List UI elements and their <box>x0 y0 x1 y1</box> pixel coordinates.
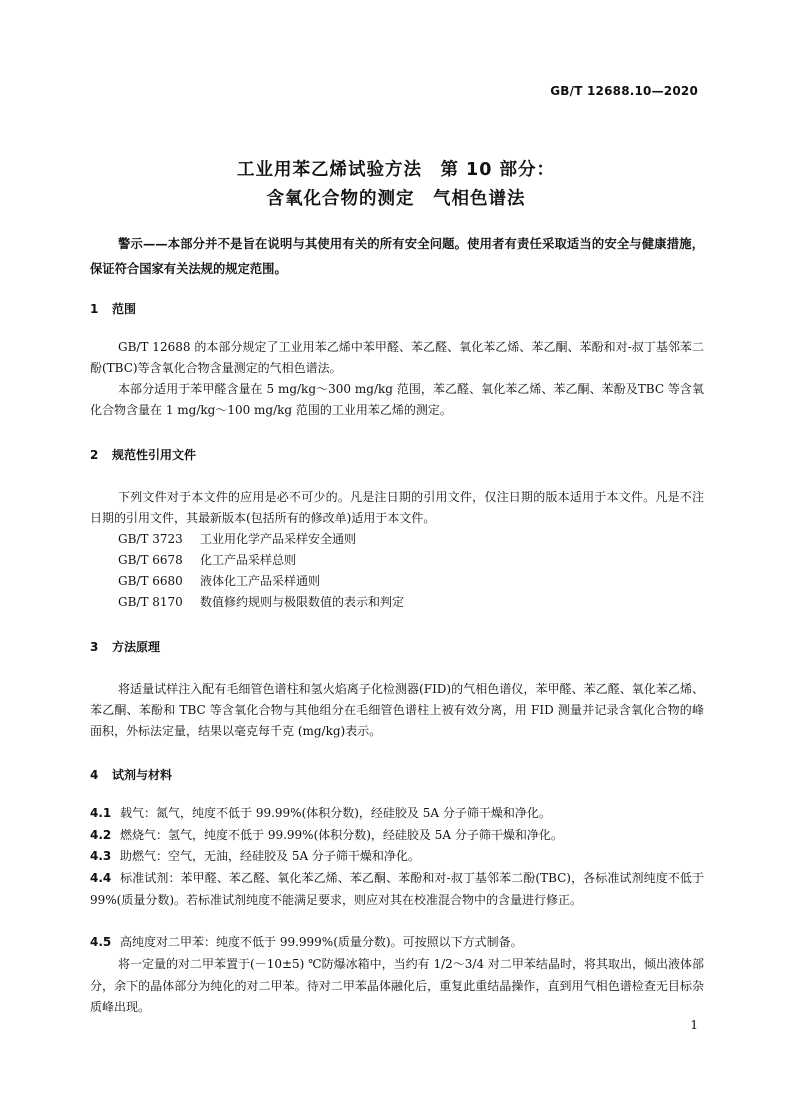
scope-paragraph-1: GB/T 12688 的本部分规定了工业用苯乙烯中苯甲醛、苯乙醛、氧化苯乙烯、苯乙酮、苯酚和对-叔丁基邻苯二酚(TBC)等含氧化合物含量测定的气相色谱法。 <box>90 340 704 375</box>
reagent-item <box>90 932 704 954</box>
section-number: 2 <box>90 448 99 462</box>
reference-item <box>118 529 404 550</box>
item-number: 4.1 <box>90 806 112 820</box>
item-text: 高纯度对二甲苯：纯度不低于 99.999%(质量分数)。可按照以下方式制备。 <box>120 935 523 949</box>
reagent-item <box>90 868 704 911</box>
section-title: 范围 <box>112 302 137 316</box>
references-intro: 下列文件对于本文件的应用是必不可少的。凡是注日期的引用文件，仅注日期的版本适用于本文件。凡是不注日期的引用文件，其最新版本(包括所有的修改单)适用于本文件。 <box>90 490 704 525</box>
purification-paragraph: 将一定量的对二甲苯置于(－10±5) ℃防爆冰箱中，当约有 1/2～3/4 对二甲苯结晶时，将其取出，倾出液体部分，余下的晶体部分为纯化的对二甲苯。待对二甲苯晶体融化后，重复此重结晶操作，直到用气相色谱检查无目标杂质峰出现。 <box>90 957 704 1014</box>
standard-code: GB/T 12688.10—2020 <box>550 84 698 98</box>
item-number: 4.3 <box>90 849 112 863</box>
item-number: 4.4 <box>90 871 112 885</box>
item-text: 载气：氮气，纯度不低于 99.99%(体积分数)，经硅胶及 5A 分子筛干燥和净化。 <box>120 806 551 820</box>
page-number: 1 <box>690 1018 698 1032</box>
reagent-item <box>90 825 704 847</box>
section-title: 方法原理 <box>112 640 161 654</box>
reference-code: GB/T 8170 <box>118 595 183 609</box>
reference-code: GB/T 6680 <box>118 574 183 588</box>
safety-warning: 警示——本部分并不是旨在说明与其使用有关的所有安全问题。使用者有责任采取适当的安全与健康措施，保证符合国家有关法规的规定范围。 <box>90 237 704 276</box>
section-heading-normative-references <box>90 446 196 463</box>
reference-item <box>118 592 404 613</box>
section-number: 4 <box>90 768 99 782</box>
section-number: 3 <box>90 640 99 654</box>
item-number: 4.2 <box>90 828 112 842</box>
reference-title: 工业用化学产品采样安全通则 <box>200 532 357 546</box>
scope-paragraph-2: 本部分适用于苯甲醛含量在 5 mg/kg～300 mg/kg 范围，苯乙醛、氧化苯乙烯、苯乙酮、苯酚及TBC 等含氧化合物含量在 1 mg/kg～100 mg/kg 范围的工业用苯乙烯的测定。 <box>90 382 704 417</box>
item-text: 燃烧气：氢气，纯度不低于 99.99%(体积分数)，经硅胶及 5A 分子筛干燥和净化。 <box>120 828 563 842</box>
section-title: 规范性引用文件 <box>112 448 197 462</box>
reference-title: 化工产品采样总则 <box>200 553 297 567</box>
reagent-item <box>90 803 704 825</box>
reference-list <box>118 529 404 613</box>
section-heading-principle <box>90 638 160 655</box>
reagent-item <box>90 846 704 868</box>
section-title: 试剂与材料 <box>112 768 173 782</box>
item-text: 标准试剂：苯甲醛、苯乙醛、氧化苯乙烯、苯乙酮、苯酚和对-叔丁基邻苯二酚(TBC)，各标准试剂纯度不低于 99%(质量分数)。若标准试剂纯度不能满足要求，则应对其在校准混合物中的含量进行修正。 <box>90 871 704 907</box>
reference-title: 液体化工产品采样通则 <box>200 574 321 588</box>
document-title-line2: 含氧化合物的测定 气相色谱法 <box>266 189 526 209</box>
item-number: 4.5 <box>90 935 112 949</box>
section-heading-reagents <box>90 766 172 783</box>
section-heading-scope <box>90 300 136 317</box>
reference-item <box>118 571 404 592</box>
reference-code: GB/T 6678 <box>118 553 183 567</box>
principle-paragraph: 将适量试样注入配有毛细管色谱柱和氢火焰离子化检测器(FID)的气相色谱仪，苯甲醛、苯乙醛、氧化苯乙烯、苯乙酮、苯酚和 TBC 等含氧化合物与其他组分在毛细管色谱柱上被有效分离，用 FID 测量并记录含氧化合物的峰面积，外标法定量，结果以毫克每千克 (mg/kg)表示。 <box>90 682 704 738</box>
item-text: 助燃气：空气，无油，经硅胶及 5A 分子筛干燥和净化。 <box>120 849 420 863</box>
document-title-line1: 工业用苯乙烯试验方法 第 10 部分： <box>236 160 556 180</box>
reference-title: 数值修约规则与极限数值的表示和判定 <box>200 595 405 609</box>
reference-item <box>118 550 404 571</box>
section-number: 1 <box>90 302 99 316</box>
reference-code: GB/T 3723 <box>118 532 183 546</box>
